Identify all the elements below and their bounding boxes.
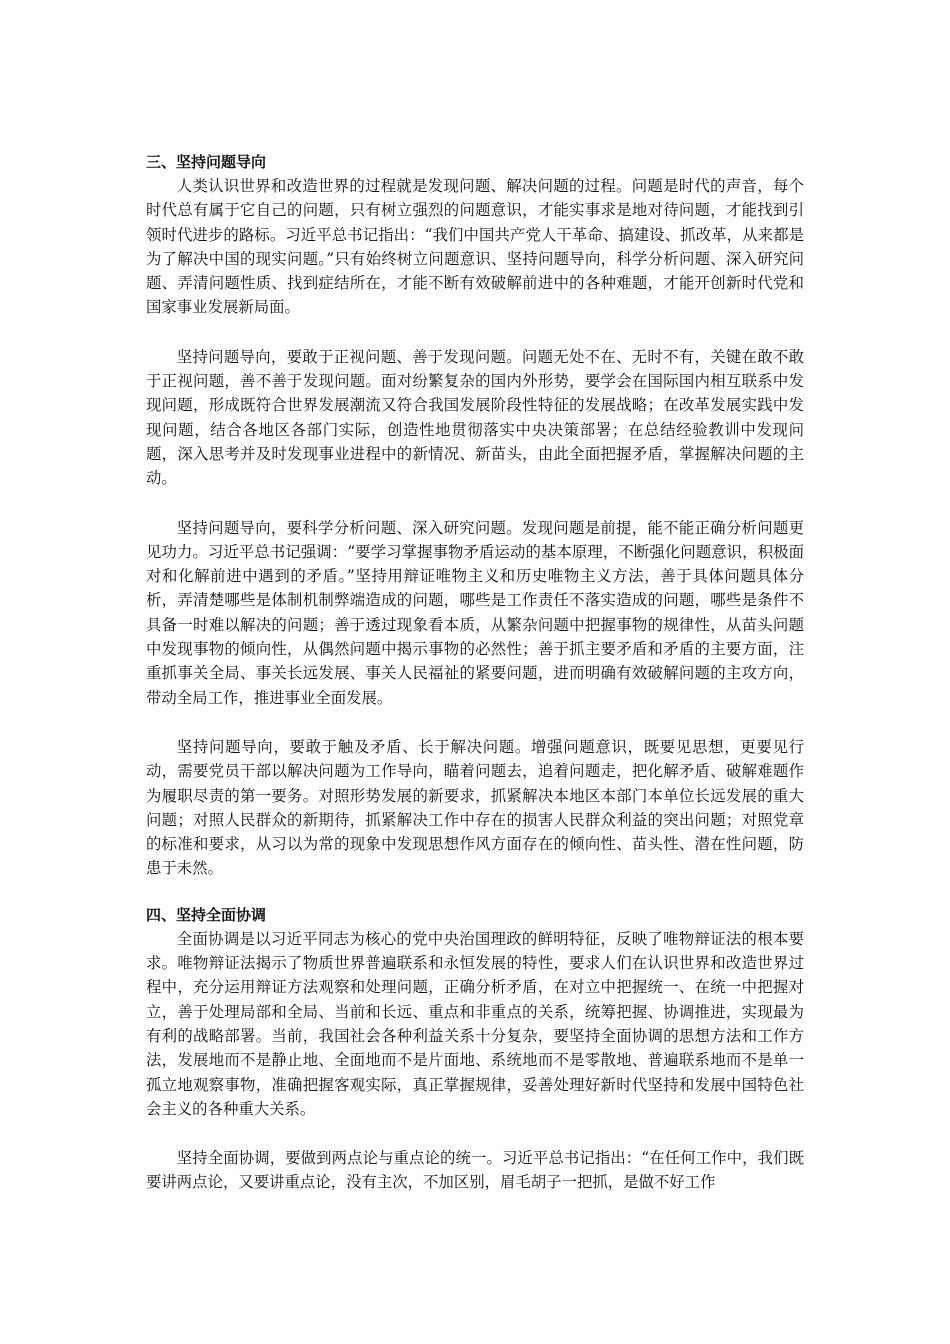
section-problem-orientation <box>146 152 804 881</box>
paragraph: 坚持问题导向，要敢于触及矛盾、长于解决问题。增强问题意识，既要见思想，更要见行动，需要党员干部以解决问题为工作导向，瞄着问题去，追着问题走，把化解矛盾、破解难题作为履职尽责的第一要务。对照形势发展的新要求，抓紧解决本地区本部门本单位长远发展的重大问题；对照人民群众的新期待，抓紧解决工作中存在的损害人民群众利益的突出问题；对照党章的标准和要求，从习以为常的现象中发现思想作风方面存在的倾向性、苗头性、潜在性问题，防患于未然。 <box>146 737 804 878</box>
section-overall-coordination <box>146 905 804 1195</box>
paragraph: 人类认识世界和改造世界的过程就是发现问题、解决问题的过程。问题是时代的声音，每个时代总有属于它自己的问题，只有树立强烈的问题意识，才能实事求是地对待问题，才能找到引领时代进步的路标。习近平总书记指出：“我们中国共产党人干革命、搞建设、抓改革，从来都是为了解决中国的现实问题。”只有始终树立问题意识、坚持问题导向，科学分析问题、深入研究问题、弄清问题性质、找到症结所在，才能不断有效破解前进中的各种难题，才能开创新时代党和国家事业发展新局面。 <box>146 177 804 317</box>
document-page <box>146 152 804 1195</box>
paragraph: 全面协调是以习近平同志为核心的党中央治国理政的鲜明特征，反映了唯物辩证法的根本要求。唯物辩证法揭示了物质世界普遍联系和永恒发展的特性，要求人们在认识世界和改造世界过程中，充分运用辩证方法观察和处理问题，正确分析矛盾，在对立中把握统一、在统一中把握对立，善于处理局部和全局、当前和长远、重点和非重点的关系，统筹把握、协调推进，实现最为有利的战略部署。当前，我国社会各种利益关系十分复杂，要坚持全面协调的思想方法和工作方法，发展地而不是静止地、全面地而不是片面地、系统地而不是零散地、普遍联系地而不是单一孤立地观察事物，准确把握客观实际，真正掌握规律，妥善处理好新时代坚持和发展中国特色社会主义的各种重大关系。 <box>146 929 804 1118</box>
section-heading: 四、坚持全面协调 <box>146 905 267 924</box>
paragraph: 坚持问题导向，要敢于正视问题、善于发现问题。问题无处不在、无时不有，关键在敢不敢于正视问题，善不善于发现问题。面对纷繁复杂的国内外形势，要学会在国际国内相互联系中发现问题，形成既符合世界发展潮流又符合我国发展阶段性特征的发展战略；在改革发展实践中发现问题，结合各地区各部门实际，创造性地贯彻落实中央决策部署；在总结经验教训中发现问题，深入思考并及时发现事业进程中的新情况、新苗头，由此全面把握矛盾，掌握解决问题的主动。 <box>146 347 804 488</box>
paragraph: 坚持问题导向，要科学分析问题、深入研究问题。发现问题是前提，能不能正确分析问题更见功力。习近平总书记强调：“要学习掌握事物矛盾运动的基本原理，不断强化问题意识，积极面对和化解前进中遇到的矛盾。”坚持用辩证唯物主义和历史唯物主义方法，善于具体问题具体分析，弄清楚哪些是体制机制弊端造成的问题，哪些是工作责任不落实造成的问题，哪些是条件不具备一时难以解决的问题；善于透过现象看本质，从繁杂问题中把握事物的规律性，从苗头问题中发现事物的倾向性，从偶然问题中揭示事物的必然性；善于抓主要矛盾和矛盾的主要方面，注重抓事关全局、事关长远发展、事关人民福祉的紧要问题，进而明确有效破解问题的主攻方向，带动全局工作，推进事业全面发展。 <box>146 518 804 707</box>
paragraph: 坚持全面协调，要做到两点论与重点论的统一。习近平总书记指出：“在任何工作中，我们既要讲两点论，又要讲重点论，没有主次，不加区别，眉毛胡子一把抓，是做不好工作 <box>146 1149 804 1192</box>
section-heading: 三、坚持问题导向 <box>146 153 267 171</box>
